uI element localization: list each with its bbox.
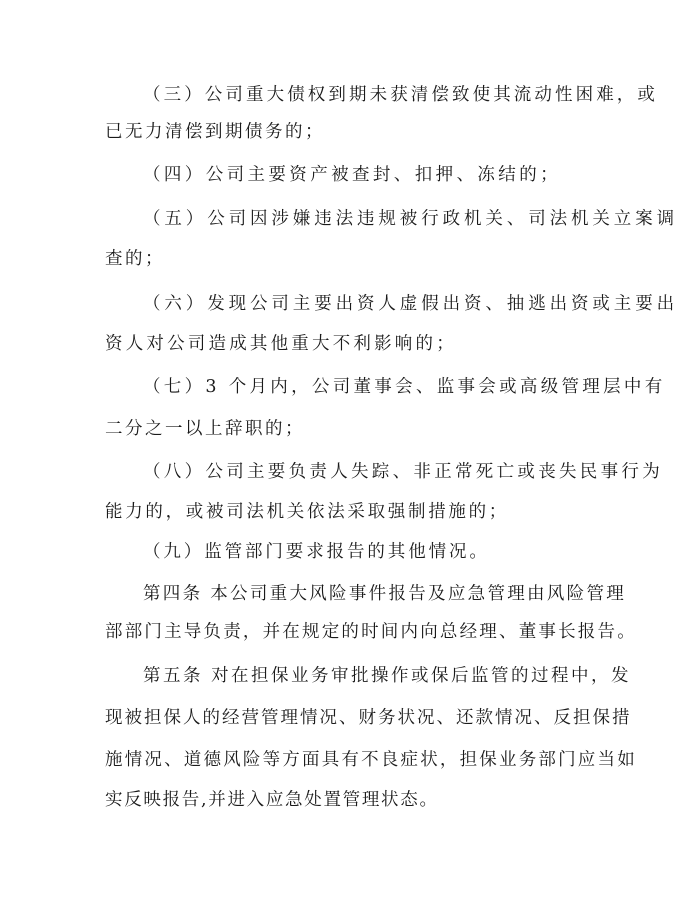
item-5-line-2: 查的；: [105, 249, 165, 269]
item-6-line-2: 资人对公司造成其他重大不利影响的；: [105, 334, 457, 354]
item-8-line-2: 能力的，或被司法机关依法采取强制措施的；: [105, 502, 509, 522]
item-8-line-1: （八）公司主要负责人失踪、非正常死亡或丧失民事行为: [143, 462, 663, 482]
article-4-line-1: 第四条 本公司重大风险事件报告及应急管理由风险管理: [143, 584, 627, 604]
item-4-line-1: （四）公司主要资产被查封、扣押、冻结的；: [143, 165, 561, 185]
article-5-line-4: 实反映报告,并进入应急处置管理状态。: [105, 790, 439, 810]
item-3-line-1: （三）公司重大债权到期未获清偿致使其流动性困难，或: [143, 85, 658, 105]
article-5-line-1: 第五条 对在担保业务审批操作或保后监管的过程中，发: [143, 666, 632, 686]
item-5-line-1: （五）公司因涉嫌违法违规被行政机关、司法机关立案调: [143, 209, 678, 229]
item-6-line-1: （六）发现公司主要出资人虚假出资、抽逃出资或主要出: [143, 294, 678, 314]
item-7-line-1: （七）3 个月内，公司董事会、监事会或高级管理层中有: [143, 377, 666, 397]
article-4-line-2: 部部门主导负责，并在规定的时间内向总经理、董事长报告。: [105, 622, 637, 642]
item-7-line-2: 二分之一以上辞职的；: [105, 419, 305, 439]
item-9-line-1: （九）监管部门要求报告的其他情况。: [143, 542, 490, 562]
article-5-line-2: 现被担保人的经营管理情况、财务状况、还款情况、反担保措: [105, 708, 632, 728]
article-5-line-3: 施情况、道德风险等方面具有不良症状，担保业务部门应当如: [105, 750, 637, 770]
item-3-line-2: 已无力清偿到期债务的；: [105, 122, 325, 142]
